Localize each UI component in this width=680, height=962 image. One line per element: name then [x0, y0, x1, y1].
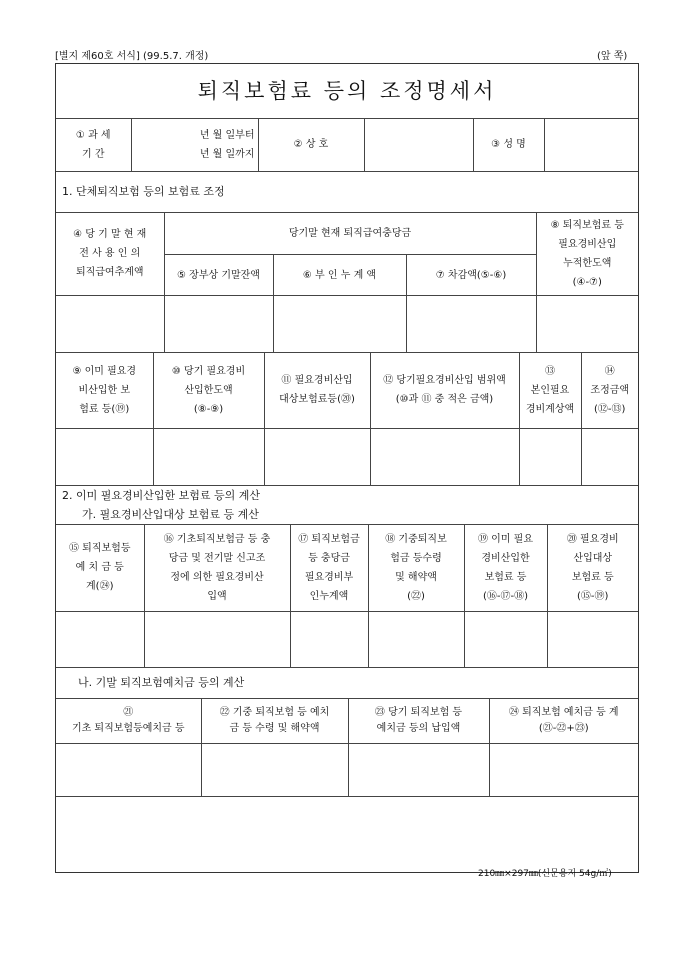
col10-header: ⑩ 당기 필요경비 산입한도액 (⑧-⑨): [153, 353, 264, 428]
paper-spec: 210㎜×297㎜(신문용지 54g/㎡): [478, 869, 612, 879]
section1-table-a: [56, 213, 638, 354]
form-id: [별지 제60호 서식] (99.5.7. 개정): [55, 51, 209, 62]
form: [55, 63, 639, 873]
period-field[interactable]: 년 월 일부터 년 월 일까지: [131, 119, 258, 171]
col19-header: ⑲ 이미 필요 경비산입한 보험료 등 (⑯-⑰-⑱): [464, 525, 547, 612]
col15-header: ⑮ 퇴직보험등 예 치 금 등 계(㉔): [56, 525, 144, 612]
cell-18[interactable]: [368, 612, 464, 668]
section1-table-b: [56, 353, 638, 486]
col17-header: ⑰ 퇴직보험금 등 충당금 필요경비부 인누계액: [290, 525, 368, 612]
section2b-heading: 나. 기말 퇴직보험예치금 등의 계산: [56, 668, 638, 699]
cell-5[interactable]: [164, 296, 273, 353]
col21-header: ㉑ 기초 퇴직보험등예치금 등: [56, 699, 201, 743]
col6-header: ⑥ 부 인 누 계 액: [273, 255, 406, 296]
section2-heading-block: [56, 486, 638, 525]
cell-22[interactable]: [201, 743, 348, 796]
cell-4[interactable]: [56, 296, 164, 353]
col9-header: ⑨ 이미 필요경 비산입한 보 험료 등(⑲): [56, 353, 153, 428]
col4-header: ④ 당 기 말 현 재 전 사 용 인 의 퇴직급여추계액: [56, 213, 164, 296]
form-title: 퇴직보험료 등의 조정명세서: [56, 64, 638, 119]
name-field[interactable]: [544, 119, 638, 171]
section2b-table: [56, 699, 638, 797]
cell-6[interactable]: [273, 296, 406, 353]
cell-12[interactable]: [370, 428, 519, 485]
cell-14[interactable]: [581, 428, 638, 485]
col8-header: ⑧ 퇴직보험료 등 필요경비산입 누적한도액 (④-⑦): [536, 213, 638, 296]
col22-header: ㉒ 기중 퇴직보험 등 예치 금 등 수령 및 해약액: [201, 699, 348, 743]
col13-header: ⑬ 본인필요 경비계상액: [519, 353, 581, 428]
cell-11[interactable]: [264, 428, 370, 485]
period-label: ① 과 세 기 간: [56, 119, 131, 171]
cell-13[interactable]: [519, 428, 581, 485]
cell-20[interactable]: [547, 612, 638, 668]
section2a-table: [56, 525, 638, 669]
col23-header: ㉓ 당기 퇴직보험 등 예치금 등의 납입액: [348, 699, 489, 743]
col20-header: ⑳ 필요경비 산입대상 보험료 등 (⑮-⑲): [547, 525, 638, 612]
allowance-group-header: 당기말 현재 퇴직급여충당금: [164, 213, 536, 255]
cell-8[interactable]: [536, 296, 638, 353]
cell-17[interactable]: [290, 612, 368, 668]
col14-header: ⑭ 조정금액 (⑫-⑬): [581, 353, 638, 428]
col16-header: ⑯ 기초퇴직보험금 등 충 당금 및 전기말 신고조 정에 의한 필요경비산 입액: [144, 525, 290, 612]
page-side: (앞 쪽): [597, 51, 628, 62]
company-field[interactable]: [364, 119, 473, 171]
section1-heading: 1. 단체퇴직보험 등의 보험료 조정: [56, 172, 638, 213]
blank-area: [56, 797, 638, 872]
cell-24[interactable]: [489, 743, 638, 796]
col12-header: ⑫ 당기필요경비산입 범위액 (⑩과 ⑪ 중 적은 금액): [370, 353, 519, 428]
cell-21[interactable]: [56, 743, 201, 796]
cell-23[interactable]: [348, 743, 489, 796]
name-label: ③ 성 명: [473, 119, 544, 171]
cell-15[interactable]: [56, 612, 144, 668]
cell-19[interactable]: [464, 612, 547, 668]
section2-heading: 2. 이미 필요경비산입한 보험료 등의 계산: [62, 488, 260, 502]
col5-header: ⑤ 장부상 기말잔액: [164, 255, 273, 296]
cell-9[interactable]: [56, 428, 153, 485]
col24-header: ㉔ 퇴직보험 예치금 등 계 (㉑-㉒+㉓): [489, 699, 638, 743]
company-label: ② 상 호: [258, 119, 364, 171]
info-table: [56, 119, 638, 172]
col11-header: ⑪ 필요경비산입 대상보험료등(⑳): [264, 353, 370, 428]
cell-7[interactable]: [406, 296, 536, 353]
col18-header: ⑱ 기중퇴직보 험금 등수령 및 해약액 (㉒): [368, 525, 464, 612]
cell-10[interactable]: [153, 428, 264, 485]
col7-header: ⑦ 차감액(⑤-⑥): [406, 255, 536, 296]
cell-16[interactable]: [144, 612, 290, 668]
section2a-heading: 가. 필요경비산입대상 보험료 등 계산: [82, 507, 259, 521]
